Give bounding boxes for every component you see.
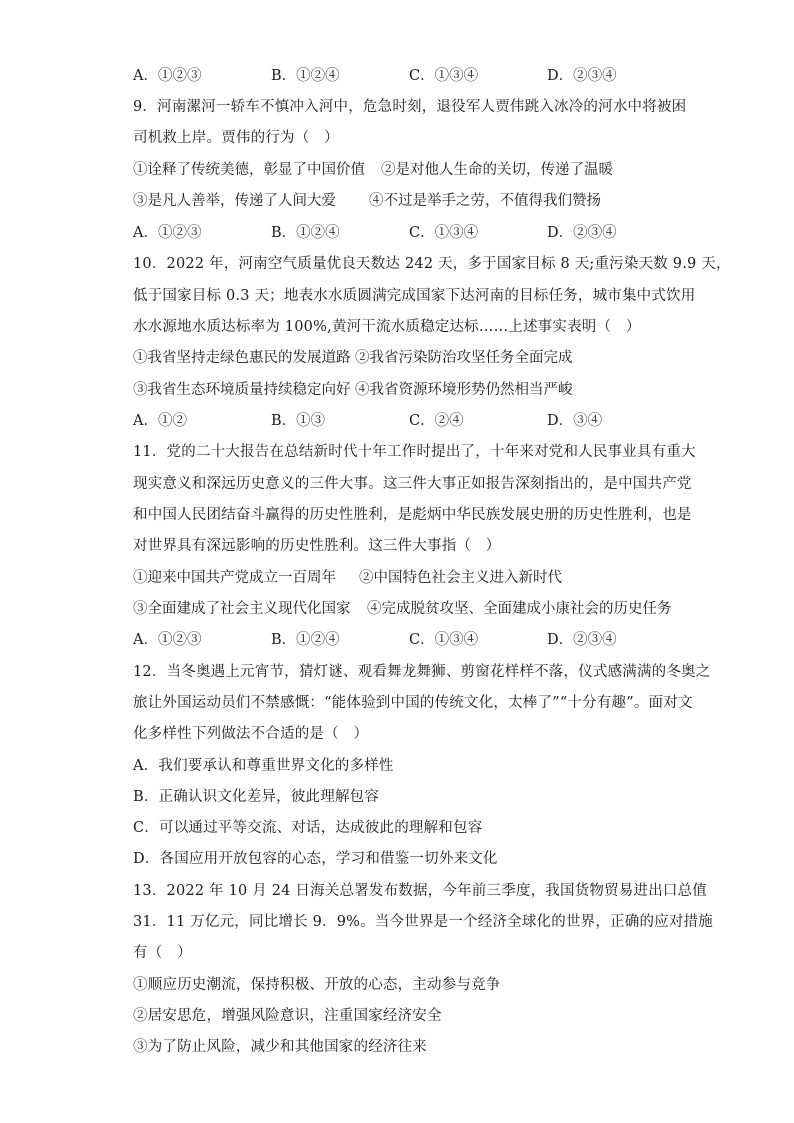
q9-option-d[interactable]: D．②③④	[547, 225, 617, 241]
q8-option-b[interactable]: B．①②④	[271, 68, 340, 84]
q9-option-c[interactable]: C．①③④	[409, 225, 479, 241]
q9-item-2: ②是对他人生命的关切，传递了温暖	[381, 162, 613, 178]
q9-items-row-2	[133, 191, 673, 211]
q11-stem-line-1: 11．党的二十大报告在总结新时代十年工作时提出了，十年来对党和人民事业具有重大	[133, 444, 696, 460]
q11-option-a[interactable]: A．①②③	[133, 632, 202, 648]
q12-choice-c[interactable]: C．可以通过平等交流、对话，达成彼此的理解和包容	[133, 820, 483, 836]
q13-stem-line-3: 有（ ）	[133, 945, 192, 961]
q10-item-2: ②我省污染防治攻坚任务全面完成	[355, 350, 573, 366]
q13-stem-line-1: 13．2022 年 10 月 24 日海关总署发布数据，今年前三季度，我国货物贸易进出口总值	[133, 883, 707, 899]
q10-options	[133, 411, 673, 431]
q11-items-row-2	[133, 599, 673, 619]
q12-choice-b[interactable]: B．正确认识文化差异，彼此理解包容	[133, 789, 380, 805]
q13-stem-line-2: 31．11 万亿元，同比增长 9．9%。当今世界是一个经济全球化的世界，正确的应对措施	[133, 914, 713, 930]
q10-item-1: ①我省坚持走绿色惠民的发展道路	[133, 350, 351, 366]
q12-choice-a[interactable]: A．我们要承认和尊重世界文化的多样性	[133, 758, 394, 774]
q11-option-b[interactable]: B．①②④	[271, 632, 340, 648]
q12-stem-line-1: 12．当冬奥遇上元宵节，猜灯谜、观看舞龙舞狮、剪窗花样样不落，仪式感满满的冬奥之	[133, 664, 711, 680]
q11-item-2: ②中国特色社会主义进入新时代	[359, 570, 562, 586]
q11-item-3: ③全面建成了社会主义现代化国家	[133, 601, 351, 617]
q13-item-1: ①顺应历史潮流，保持积极、开放的心态，主动参与竞争	[133, 977, 501, 993]
q11-option-c[interactable]: C．①③④	[409, 632, 479, 648]
q11-stem-line-2: 现实意义和深远历史意义的三件大事。这三件大事正如报告深刻指出的，是中国共产党	[133, 476, 692, 492]
q8-options	[133, 66, 673, 86]
q10-item-4: ④我省资源环境形势仍然相当严峻	[355, 382, 573, 398]
q10-option-c[interactable]: C．②④	[409, 413, 464, 429]
q11-stem-line-3: 和中国人民团结奋斗赢得的历史性胜利，是彪炳中华民族发展史册的历史性胜利，也是	[133, 507, 692, 523]
q9-item-3: ③是凡人善举，传递了人间大爱	[133, 193, 336, 209]
q8-option-d[interactable]: D．②③④	[547, 68, 617, 84]
q9-item-1: ①诠释了传统美德，彰显了中国价值	[133, 162, 365, 178]
q10-stem-line-2: 低于国家目标 0.3 天；地表水水质圆满完成国家下达河南的目标任务，城市集中式饮用	[133, 288, 696, 304]
q9-option-a[interactable]: A．①②③	[133, 225, 202, 241]
q10-stem-line-3: 水水源地水质达标率为 100%,黄河干流水质稳定达标……上述事实表明（ ）	[133, 319, 641, 335]
q11-options	[133, 630, 673, 650]
q11-item-4: ④完成脱贫攻坚、全面建成小康社会的历史任务	[367, 601, 672, 617]
q10-stem-line-1: 10．2022 年，河南空气质量优良天数达 242 天，多于国家目标 8 天;重污染天数 9.9 天，	[133, 256, 731, 272]
q11-option-d[interactable]: D．②③④	[547, 632, 617, 648]
q12-choice-d[interactable]: D．各国应用开放包容的心态，学习和借鉴一切外来文化	[133, 851, 498, 867]
q9-stem-line-1: 9．河南漯河一轿车不慎冲入河中，危急时刻，退役军人贾伟跳入冰冷的河水中将被困	[133, 99, 687, 115]
q8-option-a[interactable]: A．①②③	[133, 68, 202, 84]
q12-stem-line-2: 旅让外国运动员们不禁感慨：“能体验到中国的传统文化，太棒了”“十分有趣”。面对文	[133, 695, 693, 711]
q9-options	[133, 223, 673, 243]
q9-stem-line-2: 司机救上岸。贾伟的行为（ ）	[133, 130, 339, 146]
q12-stem-line-3: 化多样性下列做法不合适的是（ ）	[133, 726, 369, 742]
q11-items-row-1	[133, 568, 673, 588]
q13-item-2: ②居安思危，增强风险意识，注重国家经济安全	[133, 1008, 442, 1024]
q10-items-row-1	[133, 348, 673, 368]
q10-option-d[interactable]: D．③④	[547, 413, 603, 429]
q8-option-c[interactable]: C．①③④	[409, 68, 479, 84]
q13-item-3: ③为了防止风险，减少和其他国家的经济往来	[133, 1039, 427, 1055]
q9-item-4: ④不过是举手之劳，不值得我们赞扬	[369, 193, 601, 209]
q9-items-row-1	[133, 160, 673, 180]
q11-item-1: ①迎来中国共产党成立一百周年	[133, 570, 336, 586]
q10-option-a[interactable]: A．①②	[133, 413, 187, 429]
q10-items-row-2	[133, 380, 673, 400]
q10-item-3: ③我省生态环境质量持续稳定向好	[133, 382, 351, 398]
q9-option-b[interactable]: B．①②④	[271, 225, 340, 241]
q10-option-b[interactable]: B．①③	[271, 413, 326, 429]
q11-stem-line-4: 对世界具有深远影响的历史性胜利。这三件大事指（ ）	[133, 538, 501, 554]
